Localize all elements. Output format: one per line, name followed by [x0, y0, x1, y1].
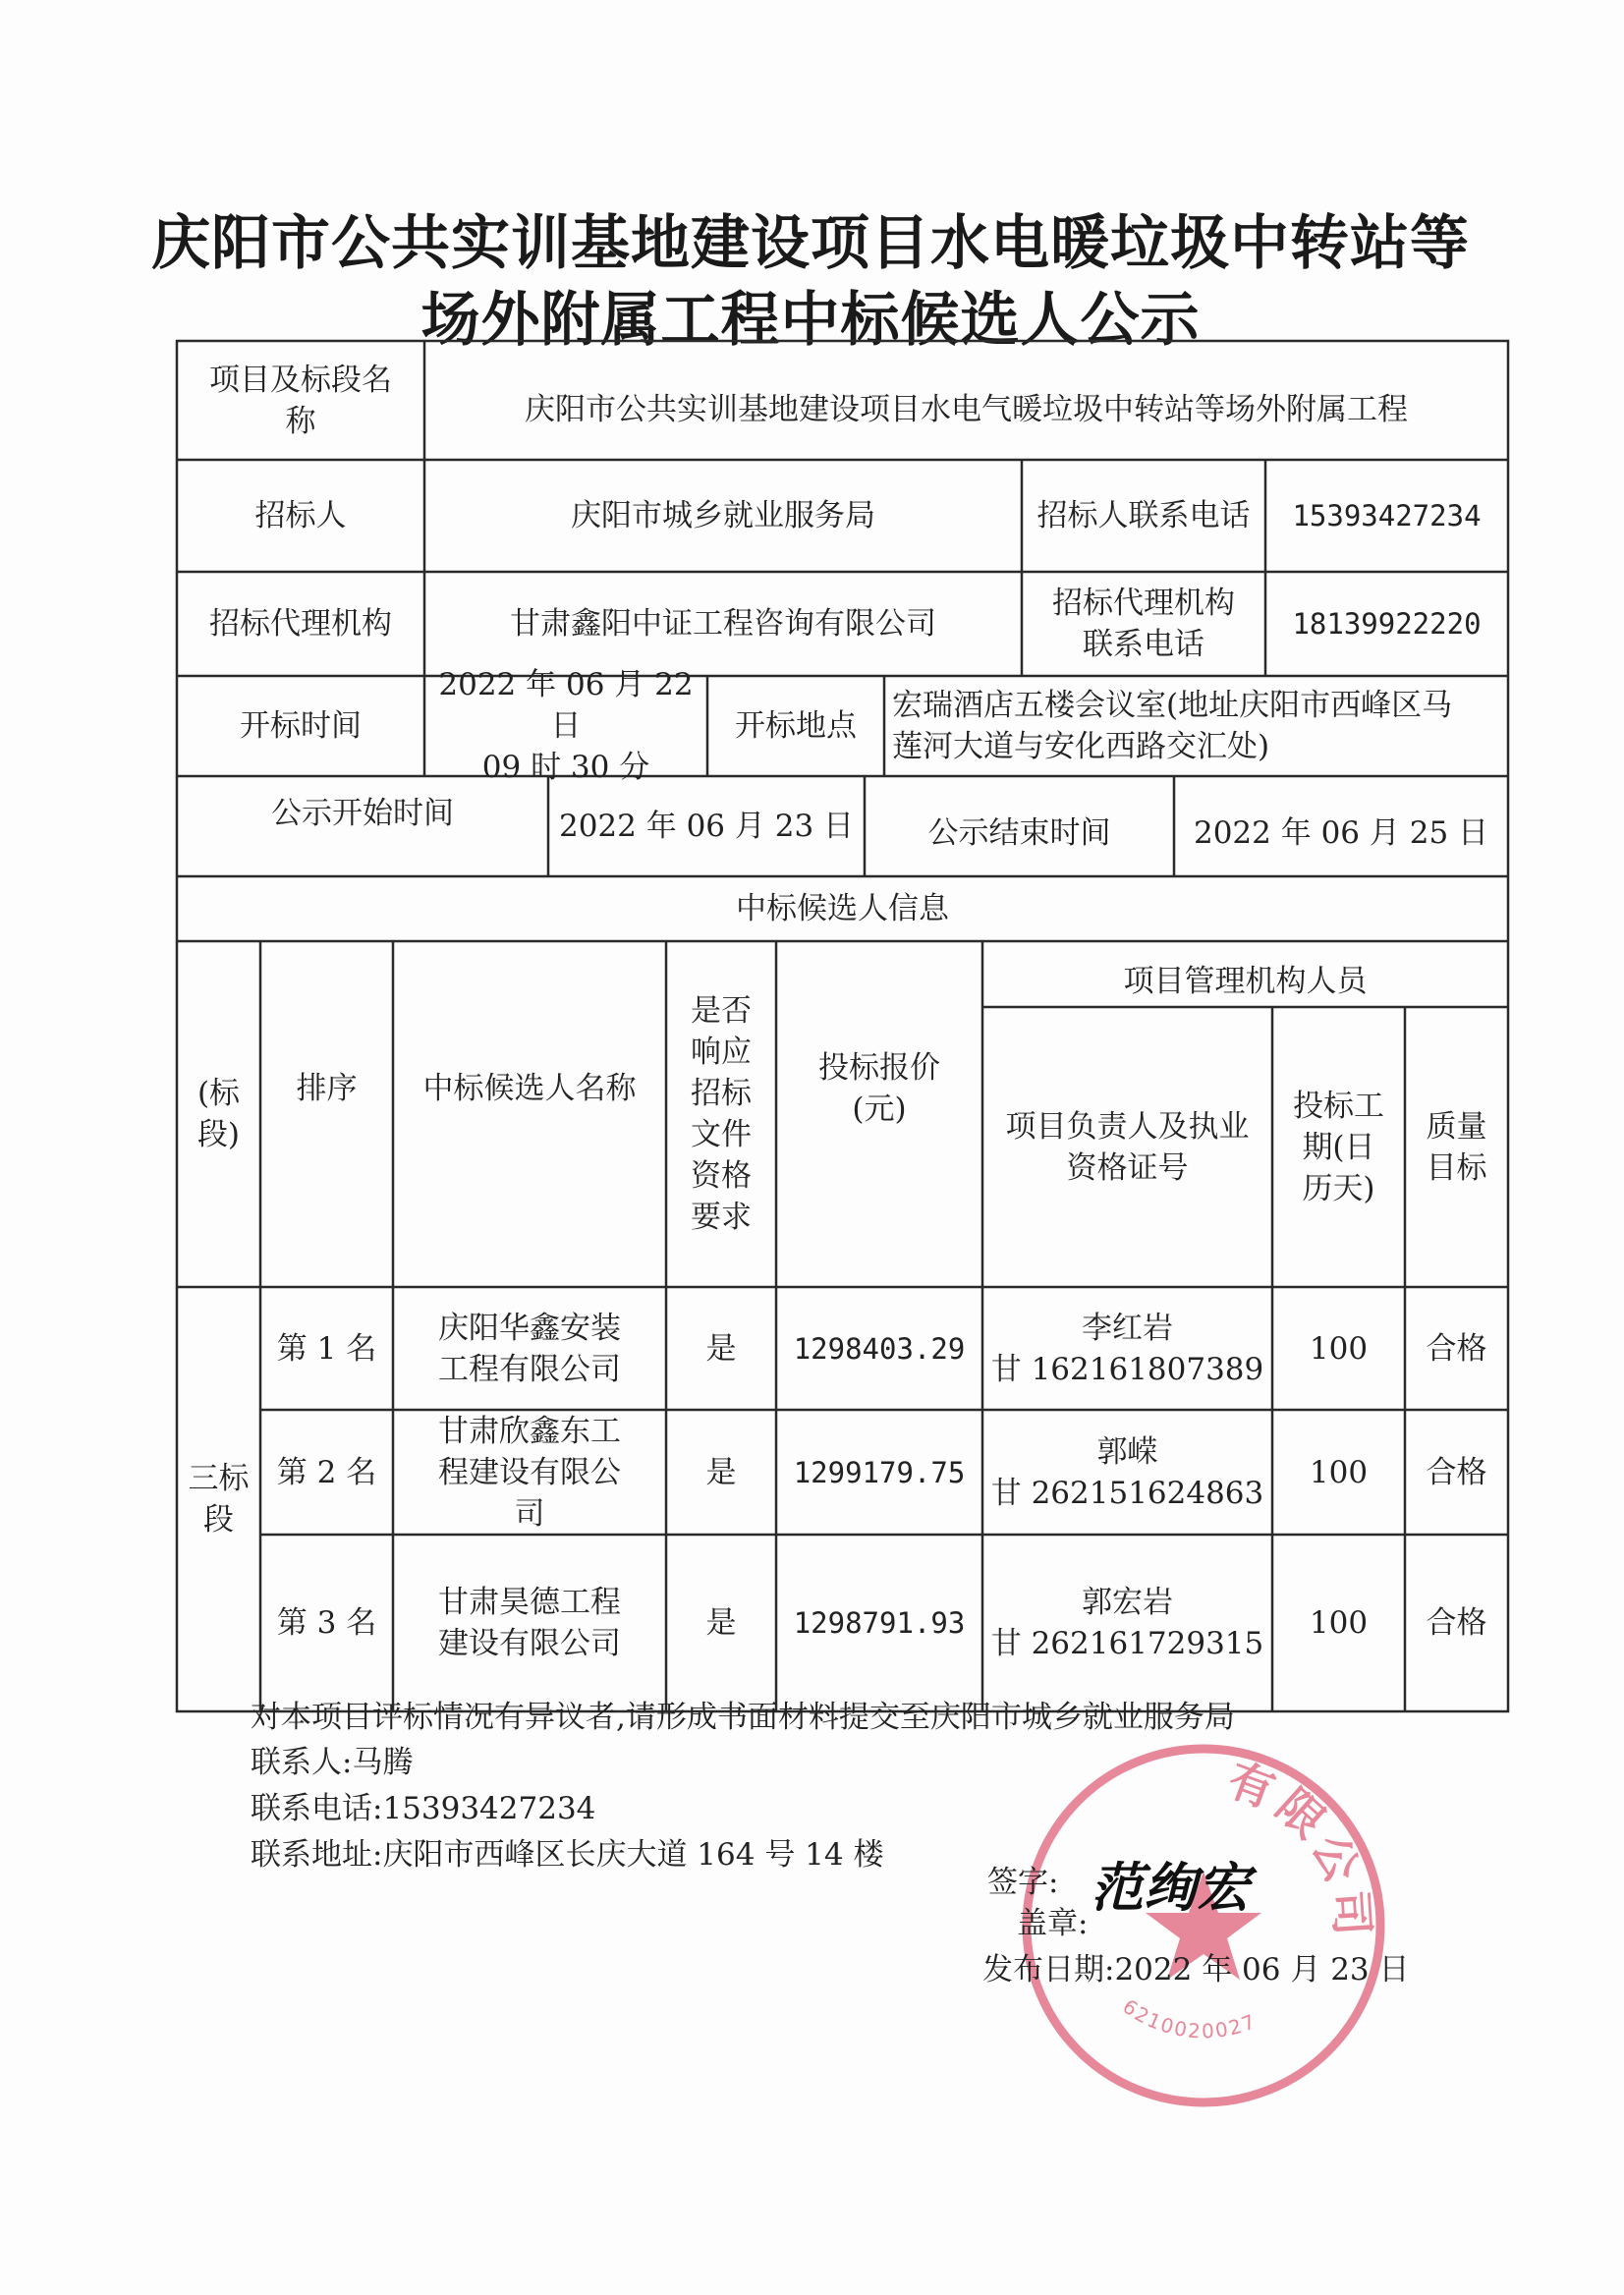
objection-note: 对本项目评标情况有异议者,请形成书面材料提交至庆阳市城乡就业服务局 [251, 1700, 1235, 1735]
table-row-2-respond: 是 [705, 1454, 737, 1490]
table-row-3-manager-name: 郭宏岩 [1082, 1585, 1173, 1620]
header-bid [776, 941, 982, 1236]
table-row-1-rank: 第 1 名 [276, 1330, 377, 1367]
segment-label [177, 1287, 260, 1711]
table-row-2-name-line-3: 司 [514, 1495, 545, 1532]
table-row-2-period: 100 [1309, 1454, 1369, 1490]
segment-label-line-2: 段 [203, 1502, 234, 1538]
header-rank: 排序 [296, 1071, 358, 1106]
open-time-date: 2022 年 06 月 22 日 [438, 667, 694, 744]
open-time [424, 667, 707, 785]
table-row-1-respond: 是 [705, 1330, 737, 1367]
header-candidate-name: 中标候选人名称 [422, 1071, 637, 1106]
table-row-3-name-line-2: 建设有限公司 [438, 1626, 621, 1661]
project-name-label-line-2: 称 [285, 403, 316, 439]
project-name: 庆阳市公共实训基地建设项目水电气暖垃圾中转站等场外附属工程 [525, 392, 1408, 427]
agency-label: 招标代理机构 [209, 606, 392, 642]
handwritten-signature [1086, 1847, 1262, 1926]
header-respond-line-4: 文件 [691, 1117, 752, 1152]
header-period-line-2: 期(日 [1302, 1129, 1375, 1165]
open-place-line-1: 宏瑞酒店五楼会议室(地址庆阳市西峰区马 [892, 688, 1453, 723]
table-row-1-manager-name: 李红岩 [1082, 1310, 1173, 1346]
table-row-3-bid: 1298791.93 [793, 1606, 966, 1640]
table-row-1-name-line-1: 庆阳华鑫安装 [438, 1310, 621, 1346]
open-time-label: 开标时间 [240, 708, 362, 744]
table-row-3-manager-cert: 甘 262161729315 [990, 1626, 1264, 1661]
header-period-line-3: 历天) [1302, 1170, 1375, 1206]
header-respond-line-6: 要求 [691, 1200, 752, 1235]
table-row-2-name-line-1: 甘肃欣鑫东工 [438, 1413, 621, 1449]
tenderer-value: 庆阳市城乡就业服务局 [571, 498, 875, 533]
table-row-3-respond: 是 [705, 1605, 737, 1641]
header-period [1272, 1007, 1405, 1287]
agency-phone: 18139922220 [1292, 607, 1482, 641]
agency-phone-label-line-1: 招标代理机构 [1052, 586, 1235, 621]
table-row-1-bid: 1298403.29 [793, 1331, 966, 1366]
table-row-2-manager-name: 郭嵘 [1096, 1433, 1158, 1470]
header-bid-line-1: 投标报价 [818, 1050, 940, 1086]
tenderer-phone: 15393427234 [1292, 499, 1482, 532]
notice-end-label: 公示结束时间 [927, 815, 1111, 851]
header-section-line-1: (标 [196, 1076, 241, 1111]
header-mgmt: 项目管理机构人员 [1123, 963, 1368, 999]
header-respond-line-3: 招标 [691, 1076, 752, 1111]
table-row-3-manager [982, 1535, 1272, 1711]
table-row-1-manager-cert: 甘 162161807389 [990, 1351, 1264, 1387]
publish-date: 发布日期:2022 年 06 月 23 日 [982, 1952, 1410, 1987]
notice-end: 2022 年 06 月 25 日 [1193, 815, 1489, 851]
table-row-2-rank: 第 2 名 [276, 1454, 377, 1490]
table-row-2-manager [982, 1410, 1272, 1535]
table-row-2-quality: 合格 [1426, 1454, 1487, 1490]
table-row-1-name [393, 1287, 666, 1410]
page-title-line-1: 庆阳市公共实训基地建设项目水电暖垃圾中转站等 [151, 209, 1470, 278]
open-time-clock: 09 时 30 分 [481, 750, 650, 785]
header-bid-line-2: (元) [852, 1092, 907, 1127]
table-row-1-period: 100 [1309, 1330, 1369, 1367]
table-row-2-name [393, 1410, 666, 1535]
table-row-1-manager [982, 1287, 1272, 1410]
candidates-section-title: 中标候选人信息 [736, 891, 949, 926]
header-quality [1405, 1007, 1508, 1287]
open-place-label: 开标地点 [735, 708, 857, 744]
project-name-label-line-1: 项目及标段名 [209, 362, 392, 398]
table-row-2-bid: 1299179.75 [793, 1455, 966, 1489]
header-section [177, 941, 260, 1287]
segment-label-line-1: 三标 [188, 1461, 250, 1496]
tenderer-label: 招标人 [254, 498, 347, 533]
notice-start-label: 公示开始时间 [271, 796, 454, 831]
header-manager [982, 1007, 1272, 1287]
contact-phone: 联系电话:15393427234 [251, 1791, 596, 1826]
seal-label: 盖章: [1017, 1906, 1089, 1941]
contact-person: 联系人:马腾 [251, 1745, 414, 1780]
agency-phone-label-line-2: 联系电话 [1083, 627, 1204, 662]
table-row-3-quality: 合格 [1426, 1605, 1487, 1641]
header-section-line-2: 段) [196, 1117, 241, 1152]
table-row-1-name-line-2: 工程有限公司 [438, 1351, 621, 1387]
header-respond-line-2: 响应 [691, 1035, 752, 1070]
table-row-3-period: 100 [1309, 1605, 1369, 1641]
notice-start: 2022 年 06 月 23 日 [558, 809, 855, 844]
header-manager-line-1: 项目负责人及执业 [1005, 1108, 1250, 1145]
page-title-line-2: 场外附属工程中标候选人公示 [420, 286, 1201, 355]
table-row-2-manager-cert: 甘 262151624863 [990, 1475, 1264, 1511]
table-row-3-name-line-1: 甘肃昊德工程 [438, 1585, 621, 1620]
open-place-line-2: 莲河大道与安化西路交汇处) [892, 729, 1270, 764]
header-manager-line-2: 资格证号 [1066, 1149, 1189, 1186]
agency-phone-label [1022, 572, 1265, 676]
contact-address: 联系地址:庆阳市西峰区长庆大道 164 号 14 楼 [251, 1837, 884, 1873]
header-quality-line-2: 目标 [1426, 1149, 1487, 1186]
header-quality-line-1: 质量 [1426, 1108, 1487, 1145]
open-place [884, 676, 1508, 776]
table-row-2-name-line-2: 程建设有限公 [438, 1454, 621, 1490]
tenderer-phone-label: 招标人联系电话 [1036, 498, 1251, 533]
table-row-1-quality: 合格 [1426, 1330, 1487, 1367]
table-row-3-name [393, 1535, 666, 1711]
header-respond-line-5: 资格 [691, 1158, 752, 1194]
header-period-line-1: 投标工 [1293, 1088, 1384, 1124]
seal-number: 6210020027 [1118, 1993, 1260, 2043]
header-respond-line-1: 是否 [691, 993, 752, 1029]
project-name-label [177, 341, 424, 460]
table-row-3-rank: 第 3 名 [276, 1605, 377, 1641]
agency-value: 甘肃鑫阳中证工程咨询有限公司 [510, 606, 936, 642]
header-respond [666, 941, 776, 1287]
signature-text: 范绚宏 [1091, 1856, 1250, 1919]
sign-label: 签字: [987, 1865, 1059, 1900]
seal-arc-text: 有限公司 [1221, 1752, 1380, 1943]
